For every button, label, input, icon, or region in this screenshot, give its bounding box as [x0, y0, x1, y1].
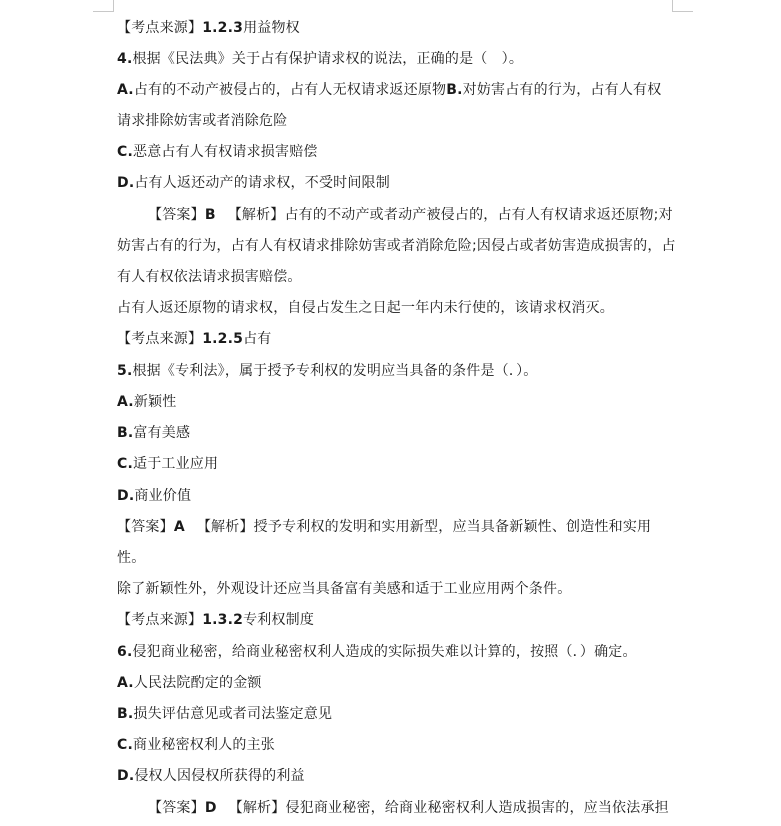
- option-letter: C.: [117, 456, 133, 472]
- answer-letter: D: [204, 800, 217, 816]
- option-letter: C.: [117, 144, 133, 160]
- analysis-text: 【解析】授予专利权的发明和实用新型，应当具备新颖性、创造性和实用: [196, 519, 652, 535]
- question-number: 5.: [117, 363, 133, 379]
- analysis-line: [117, 548, 145, 568]
- source-line: [117, 18, 300, 38]
- question-text: 根据《专利法》，属于授予专利权的发明应当具备的条件是（．）。: [132, 363, 538, 379]
- analysis-line: [117, 236, 676, 256]
- option-text: 请求排除妨害或者消除危险: [117, 113, 288, 129]
- option-line: [117, 735, 275, 755]
- analysis-text: 性。: [117, 550, 146, 566]
- option-letter: B.: [117, 706, 134, 722]
- option-text: 占有人返还动产的请求权，不受时间限制: [134, 175, 390, 191]
- question-line: [117, 49, 523, 69]
- option-text: 对妨害占有的行为，占有人有权: [462, 82, 662, 98]
- option-line: [117, 423, 190, 443]
- source-label: 【考点来源】: [117, 331, 203, 347]
- option-line: [117, 392, 176, 412]
- analysis-text: 除了新颖性外，外观设计还应当具备富有美感和适于工业应用两个条件。: [117, 581, 572, 597]
- option-letter: A.: [117, 394, 134, 410]
- analysis-text: 妨害占有的行为，占有人有权请求排除妨害或者消除危险;因侵占或者妨害造成损害的，占: [117, 238, 676, 254]
- option-letter: A.: [117, 82, 134, 98]
- option-letter: D.: [117, 175, 135, 191]
- analysis-text: 【解析】侵犯商业秘密，给商业秘密权利人造成损害的，应当依法承担: [228, 800, 669, 816]
- source-section-title: 占有: [243, 331, 272, 347]
- option-line: [117, 80, 661, 100]
- question-number: 4.: [117, 51, 133, 67]
- analysis-line: [117, 579, 571, 599]
- answer-letter: B: [204, 207, 216, 223]
- answer-label: 【答案】: [148, 207, 205, 223]
- option-text: 损失评估意见或者司法鉴定意见: [133, 706, 333, 722]
- answer-label: 【答案】: [117, 519, 174, 535]
- option-letter: B.: [117, 425, 134, 441]
- option-text: 侵权人因侵权所获得的利益: [134, 768, 305, 784]
- answer-letter: A: [173, 519, 185, 535]
- option-text: 占有的不动产被侵占的，占有人无权请求返还原物: [133, 82, 447, 98]
- page-corner-mark-right: [672, 0, 693, 12]
- question-text: 侵犯商业秘密，给商业秘密权利人造成的实际损失难以计算的，按照（．）确定。: [132, 644, 637, 660]
- option-text: 富有美感: [133, 425, 191, 441]
- option-letter: A.: [117, 675, 134, 691]
- answer-line: [148, 798, 669, 818]
- question-number: 6.: [117, 644, 133, 660]
- option-letter: C.: [117, 737, 133, 753]
- source-section-number: 1.2.5: [202, 331, 244, 347]
- option-text: 新颖性: [133, 394, 177, 410]
- question-text: 根据《民法典》关于占有保护请求权的说法，正确的是（ ）。: [132, 51, 524, 67]
- option-line: [117, 486, 191, 506]
- option-letter: D.: [117, 488, 135, 504]
- option-text: 人民法院酌定的金额: [133, 675, 262, 691]
- option-letter: B.: [446, 82, 463, 98]
- analysis-text: 【解析】占有的不动产或者动产被侵占的，占有人有权请求返还原物;对: [227, 207, 673, 223]
- source-section-title: 用益物权: [243, 20, 300, 36]
- page-corner-mark-left: [93, 0, 114, 12]
- analysis-line: [117, 298, 614, 318]
- answer-line: [117, 517, 651, 537]
- option-line: [117, 454, 218, 474]
- analysis-line: [117, 267, 302, 287]
- answer-line: [148, 205, 673, 225]
- option-text: 恶意占有人有权请求损害赔偿: [133, 144, 318, 160]
- option-line: [117, 673, 262, 693]
- answer-label: 【答案】: [148, 800, 205, 816]
- analysis-text: 占有人返还原物的请求权，自侵占发生之日起一年内未行使的，该请求权消灭。: [117, 300, 614, 316]
- question-line: [117, 361, 537, 381]
- source-line: [117, 329, 271, 349]
- option-line: [117, 704, 332, 724]
- option-text: 商业秘密权利人的主张: [133, 737, 275, 753]
- source-label: 【考点来源】: [117, 612, 203, 628]
- option-line: [117, 142, 318, 162]
- option-line: [117, 766, 305, 786]
- source-section-title: 专利权制度: [243, 612, 315, 628]
- source-section-number: 1.3.2: [202, 612, 244, 628]
- source-section-number: 1.2.3: [202, 20, 244, 36]
- option-letter: D.: [117, 768, 135, 784]
- option-text: 适于工业应用: [133, 456, 219, 472]
- option-continuation-line: [117, 111, 287, 131]
- source-label: 【考点来源】: [117, 20, 203, 36]
- option-text: 商业价值: [134, 488, 192, 504]
- question-line: [117, 642, 637, 662]
- analysis-text: 有人有权依法请求损害赔偿。: [117, 269, 302, 285]
- option-line: [117, 173, 390, 193]
- source-line: [117, 610, 314, 630]
